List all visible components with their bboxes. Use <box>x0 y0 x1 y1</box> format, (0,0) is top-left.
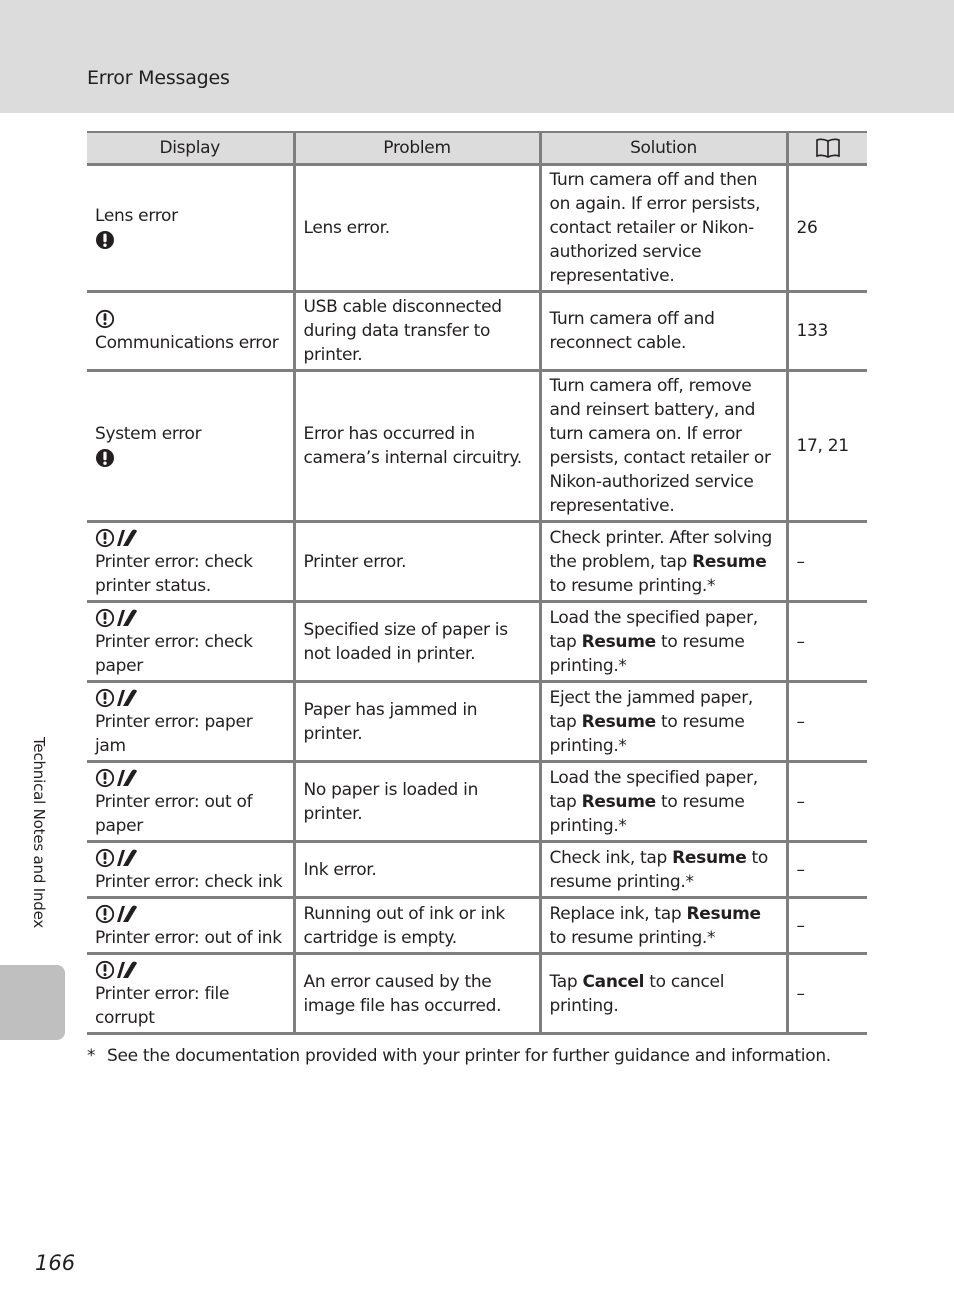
problem-text: Ink error. <box>303 859 377 880</box>
solution-line: contact retailer or Nikon- <box>549 218 754 238</box>
reference-page-cell <box>787 602 867 682</box>
footnote-mark: * <box>87 1046 96 1066</box>
table-row <box>87 842 867 898</box>
table-row <box>87 898 867 954</box>
solution-cell <box>540 602 787 682</box>
reference-page: 133 <box>796 321 829 341</box>
solution-keyword: Resume <box>686 903 761 924</box>
reference-page-cell <box>787 682 867 762</box>
reference-page: – <box>796 791 805 812</box>
table-row <box>87 292 867 371</box>
reference-page-cell <box>787 842 867 898</box>
error-messages-table <box>87 131 867 1035</box>
solution-line: on again. If error persists, <box>549 194 761 214</box>
display-text: Communications error <box>95 333 279 353</box>
problem-cell <box>294 898 540 954</box>
problem-cell <box>294 602 540 682</box>
problem-cell <box>294 842 540 898</box>
display-text: Printer error: check paper <box>95 631 253 676</box>
solution-keyword: Resume <box>581 631 656 652</box>
display-text: Lens error <box>95 206 178 226</box>
reference-page: – <box>796 631 805 652</box>
display-cell <box>87 165 294 292</box>
problem-cell <box>294 954 540 1034</box>
solution-cell <box>540 165 787 292</box>
reference-page-cell <box>787 954 867 1034</box>
printer-warning-icon <box>95 686 285 710</box>
solution-cell <box>540 898 787 954</box>
footnote-text: See the documentation provided with your printer for further guidance and information. <box>107 1046 831 1066</box>
problem-cell <box>294 292 540 371</box>
problem-cell <box>294 762 540 842</box>
table-row <box>87 682 867 762</box>
table-row <box>87 522 867 602</box>
display-cell <box>87 292 294 371</box>
solution-text: to resume printing.* <box>549 847 769 892</box>
page-number: 166 <box>35 1251 76 1275</box>
reference-page-cell <box>787 165 867 292</box>
solution-text: to resume printing.* <box>549 711 745 756</box>
solution-text: Load the specified paper, tap <box>549 767 758 812</box>
display-cell <box>87 522 294 602</box>
solution-text: Check ink, tap <box>549 847 673 868</box>
display-cell <box>87 898 294 954</box>
table-row <box>87 371 867 522</box>
solution-text: Turn camera off and reconnect cable. <box>549 309 715 353</box>
problem-text: Specified size of paper is not loaded in printer. <box>303 619 508 664</box>
problem-text: No paper is loaded in printer. <box>303 779 479 824</box>
solution-keyword: Resume <box>581 711 656 732</box>
problem-text: An error caused by the image file has occurred. <box>303 971 502 1016</box>
problem-cell <box>294 682 540 762</box>
display-text: Printer error: paper jam <box>95 711 253 756</box>
printer-warning-icon <box>95 958 285 982</box>
problem-text: Lens error. <box>303 218 390 238</box>
reference-page-cell <box>787 762 867 842</box>
solution-line: authorized service <box>549 242 702 262</box>
display-text: Printer error: out of ink <box>95 927 282 948</box>
reference-page-cell <box>787 898 867 954</box>
side-tab-label: Technical Notes and Index <box>30 737 48 929</box>
solution-line: Turn camera off, remove <box>549 376 752 396</box>
display-cell <box>87 762 294 842</box>
printer-warning-icon <box>95 902 285 926</box>
problem-cell <box>294 165 540 292</box>
table-row <box>87 602 867 682</box>
reference-page-cell <box>787 371 867 522</box>
solution-keyword: Cancel <box>582 971 645 992</box>
solution-text: Check printer. After solving the problem, tap <box>549 527 772 572</box>
problem-text: USB cable disconnected during data transfer to printer. <box>303 297 502 365</box>
solution-text: Load the specified paper, tap <box>549 607 758 652</box>
solution-cell <box>540 842 787 898</box>
problem-cell <box>294 371 540 522</box>
column-header-problem: Problem <box>294 132 540 165</box>
printer-warning-icon <box>95 526 285 550</box>
problem-text: Paper has jammed in printer. <box>303 699 478 744</box>
display-cell <box>87 371 294 522</box>
display-cell <box>87 954 294 1034</box>
reference-page: – <box>796 711 805 732</box>
solution-cell <box>540 371 787 522</box>
book-icon <box>815 138 841 158</box>
table-row <box>87 762 867 842</box>
solution-text: Replace ink, tap <box>549 903 687 924</box>
display-text: Printer error: check printer status. <box>95 551 253 596</box>
problem-text: Running out of ink or ink cartridge is empty. <box>303 903 505 948</box>
warning-filled-icon <box>95 228 285 252</box>
section-title: Error Messages <box>87 67 230 89</box>
solution-cell <box>540 762 787 842</box>
warning-filled-icon <box>95 446 285 470</box>
printer-warning-icon <box>95 606 285 630</box>
display-text: Printer error: file corrupt <box>95 983 230 1028</box>
reference-page: – <box>796 859 805 880</box>
warning-outline-icon <box>95 307 285 331</box>
table-row <box>87 165 867 292</box>
column-header-reference <box>787 132 867 165</box>
solution-keyword: Resume <box>672 847 747 868</box>
problem-text: Printer error. <box>303 551 407 572</box>
problem-text: Error has occurred in camera’s internal circuitry. <box>303 424 522 468</box>
solution-keyword: Resume <box>692 551 767 572</box>
solution-cell <box>540 954 787 1034</box>
solution-line: representative. <box>549 266 675 286</box>
solution-line: Turn camera off and then <box>549 170 758 190</box>
solution-line: persists, contact retailer or <box>549 448 771 468</box>
table-header-row <box>87 132 867 165</box>
reference-page: 26 <box>796 218 818 238</box>
solution-text: to cancel printing. <box>549 971 725 1016</box>
reference-page: – <box>796 915 805 936</box>
solution-text: to resume printing.* <box>549 791 745 836</box>
display-text: Printer error: out of paper <box>95 791 253 836</box>
side-tab-block <box>0 965 65 1040</box>
display-cell <box>87 842 294 898</box>
reference-page: 17, 21 <box>796 436 849 456</box>
problem-cell <box>294 522 540 602</box>
solution-text: to resume printing.* <box>549 575 716 596</box>
footnote <box>87 1044 907 1068</box>
display-cell <box>87 682 294 762</box>
solution-text: to resume printing.* <box>549 927 716 948</box>
printer-warning-icon <box>95 766 285 790</box>
solution-line: and reinsert battery, and <box>549 400 756 420</box>
solution-text: Eject the jammed paper, tap <box>549 687 754 732</box>
solution-cell <box>540 292 787 371</box>
column-header-display: Display <box>87 132 294 165</box>
reference-page-cell <box>787 292 867 371</box>
solution-line: turn camera on. If error <box>549 424 742 444</box>
solution-cell <box>540 522 787 602</box>
solution-line: Nikon-authorized service <box>549 472 754 492</box>
solution-line: representative. <box>549 496 675 516</box>
table-row <box>87 954 867 1034</box>
display-text: System error <box>95 424 202 444</box>
solution-cell <box>540 682 787 762</box>
display-text: Printer error: check ink <box>95 871 283 892</box>
solution-keyword: Resume <box>581 791 656 812</box>
reference-page: – <box>796 983 805 1004</box>
solution-text: to resume printing.* <box>549 631 745 676</box>
display-cell <box>87 602 294 682</box>
reference-page: – <box>796 551 805 572</box>
column-header-solution: Solution <box>540 132 787 165</box>
header-band <box>0 0 954 113</box>
solution-text: Tap <box>549 971 583 992</box>
reference-page-cell <box>787 522 867 602</box>
printer-warning-icon <box>95 846 285 870</box>
